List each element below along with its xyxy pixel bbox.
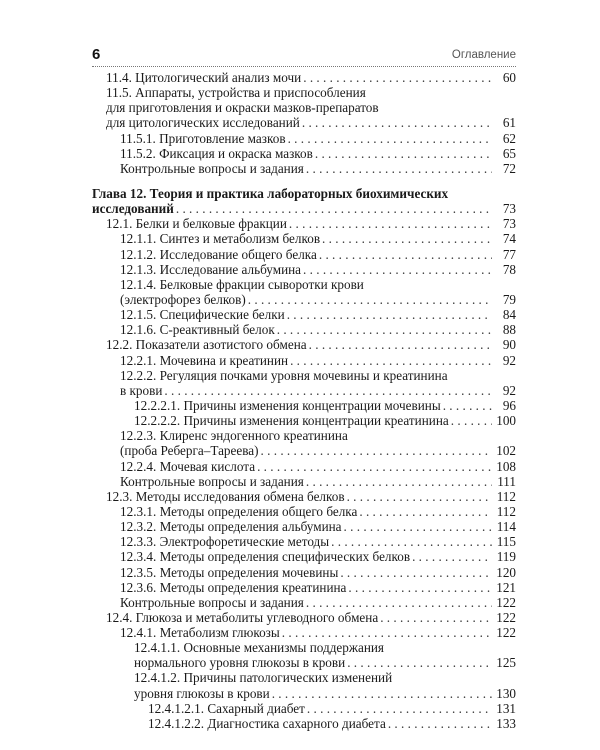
- dot-leader: [443, 398, 492, 413]
- toc-page-number: 121: [496, 579, 516, 595]
- toc-entry[interactable]: [92, 186, 516, 216]
- toc-entry[interactable]: [92, 131, 516, 146]
- dot-leader: [348, 580, 492, 595]
- toc-entry[interactable]: [92, 625, 516, 640]
- dot-leader: [347, 489, 492, 504]
- toc-entry[interactable]: [92, 428, 516, 458]
- toc-entry-title: 12.4.1. Метаболизм глюкозы: [120, 625, 280, 641]
- toc-entry[interactable]: [92, 247, 516, 262]
- toc-page-number: 119: [496, 549, 516, 565]
- toc-entry-title: 12.4.1.2.1. Сахарный диабет: [148, 700, 305, 716]
- dot-leader: [289, 216, 492, 231]
- toc-entry[interactable]: [92, 398, 516, 413]
- toc-page-number: 73: [502, 216, 516, 232]
- toc-page-number: 122: [496, 594, 516, 610]
- toc-page-number: 112: [496, 503, 516, 519]
- toc-page-number: 88: [502, 322, 516, 338]
- toc-entry[interactable]: [92, 85, 516, 130]
- dot-leader: [306, 474, 492, 489]
- toc-entry-title: 11.4. Цитологический анализ мочи: [106, 70, 302, 85]
- toc-entry-title: 11.5.1. Приготовление мазков: [120, 130, 286, 146]
- toc-entry-title: в крови: [120, 382, 163, 398]
- toc-entry[interactable]: [92, 277, 516, 307]
- header-rule: [92, 66, 516, 67]
- toc-entry[interactable]: [92, 534, 516, 549]
- toc-entry-title: исследований: [92, 201, 174, 217]
- toc-page-number: 79: [502, 291, 516, 307]
- page-number: 6: [92, 46, 101, 63]
- table-of-contents: [92, 70, 516, 731]
- toc-entry[interactable]: [92, 307, 516, 322]
- toc-page-number: 84: [502, 307, 516, 323]
- toc-page-number: 78: [502, 261, 516, 277]
- toc-entry[interactable]: [92, 610, 516, 625]
- toc-page-number: 114: [496, 519, 516, 535]
- toc-entry[interactable]: [92, 353, 516, 368]
- toc-page-number: 61: [502, 115, 516, 131]
- toc-page-number: 100: [496, 413, 516, 429]
- toc-entry-title: нормального уровня глюкозы в крови: [134, 655, 346, 671]
- dot-leader: [303, 262, 492, 277]
- dot-leader: [359, 504, 492, 519]
- toc-page-number: 111: [497, 473, 516, 489]
- toc-entry[interactable]: [92, 580, 516, 595]
- toc-entry-title: 12.1.2. Исследование общего белка: [120, 246, 317, 262]
- toc-entry[interactable]: [92, 716, 516, 731]
- toc-entry[interactable]: [92, 701, 516, 716]
- toc-entry[interactable]: [92, 670, 516, 700]
- toc-entry-title: 12.3.4. Методы определения специфических белков: [120, 549, 411, 565]
- dot-leader: [380, 610, 492, 625]
- toc-entry[interactable]: [92, 337, 516, 352]
- toc-page-number: 60: [502, 70, 516, 85]
- toc-page-number: 72: [502, 160, 516, 176]
- toc-page-number: 77: [502, 246, 516, 262]
- dot-leader: [288, 131, 492, 146]
- toc-page-number: 108: [496, 458, 516, 474]
- toc-entry-title: для цитологических исследований: [106, 115, 300, 131]
- page-header: [92, 46, 516, 66]
- toc-entry-title: 11.5.2. Фиксация и окраска мазков: [120, 145, 313, 161]
- toc-entry-title: 12.1.4. Белковые фракции сыворотки крови: [120, 276, 364, 292]
- toc-page-number: 115: [496, 534, 516, 550]
- toc-entry[interactable]: [92, 70, 516, 85]
- toc-entry[interactable]: [92, 519, 516, 534]
- toc-entry[interactable]: [92, 504, 516, 519]
- dot-leader: [331, 534, 492, 549]
- dot-leader: [388, 716, 492, 731]
- dot-leader: [303, 70, 492, 85]
- dot-leader: [319, 247, 492, 262]
- toc-entry[interactable]: [92, 368, 516, 398]
- dot-leader: [451, 413, 492, 428]
- dot-leader: [322, 231, 492, 246]
- toc-page-number: 125: [496, 655, 516, 671]
- running-head: Оглавление: [451, 49, 516, 61]
- toc-entry-title: 12.1.6. С-реактивный белок: [120, 322, 275, 338]
- toc-entry-title: 12.1.5. Специфические белки: [120, 307, 285, 323]
- toc-entry-title: 12.3.3. Электрофоретические методы: [120, 534, 330, 550]
- dot-leader: [257, 459, 492, 474]
- toc-entry[interactable]: [92, 413, 516, 428]
- toc-entry-title: 12.2.1. Мочевина и креатинин: [120, 352, 289, 368]
- toc-page-number: 74: [502, 231, 516, 247]
- toc-entry[interactable]: [92, 595, 516, 610]
- toc-page-number: 92: [502, 382, 516, 398]
- toc-entry-title: Глава 12. Теория и практика лабораторных биохимических: [92, 185, 449, 201]
- toc-entry-title: 12.2. Показатели азотистого обмена: [106, 337, 307, 353]
- toc-entry-title: 12.2.2.2. Причины изменения концентрации креатинина: [134, 413, 449, 429]
- toc-entry-title: 12.3. Методы исследования обмена белков: [106, 488, 345, 504]
- toc-entry-title: 12.1.1. Синтез и метаболизм белков: [120, 231, 321, 247]
- toc-page-number: 112: [496, 488, 516, 504]
- dot-leader: [302, 115, 492, 130]
- toc-page-number: 65: [502, 145, 516, 161]
- toc-entry-title: 12.4. Глюкоза и метаболиты углеводного обмена: [106, 609, 379, 625]
- dot-leader: [176, 201, 492, 216]
- dot-leader: [277, 322, 492, 337]
- toc-entry-title: 12.1. Белки и белковые фракции: [106, 216, 287, 232]
- toc-entry-title: 12.2.2. Регуляция почками уровня мочевины и креатинина: [120, 367, 448, 383]
- toc-page-number: 122: [496, 609, 516, 625]
- toc-page-number: 130: [496, 685, 516, 701]
- toc-entry-title: 12.4.1.2.2. Диагностика сахарного диабета: [148, 715, 386, 731]
- toc-entry-title: 12.3.1. Методы определения общего белка: [120, 503, 358, 519]
- toc-page-number: 131: [496, 700, 516, 716]
- toc-entry-title: для приготовления и окраски мазков-препаратов: [106, 100, 379, 116]
- dot-leader: [261, 443, 492, 458]
- dot-leader: [290, 353, 492, 368]
- dot-leader: [272, 686, 492, 701]
- toc-entry-title: Контрольные вопросы и задания: [120, 594, 304, 610]
- toc-entry-title: 12.4.1.1. Основные механизмы поддержания: [134, 640, 384, 656]
- toc-entry[interactable]: [92, 322, 516, 337]
- toc-page-number: 90: [502, 337, 516, 353]
- dot-leader: [307, 701, 492, 716]
- toc-entry-title: 12.2.2.1. Причины изменения концентрации мочевины: [134, 397, 441, 413]
- dot-leader: [344, 519, 492, 534]
- toc-entry[interactable]: [92, 489, 516, 504]
- toc-entry[interactable]: [92, 216, 516, 231]
- toc-entry-title: Контрольные вопросы и задания: [120, 473, 304, 489]
- toc-page-number: 102: [496, 443, 516, 459]
- dot-leader: [315, 146, 492, 161]
- toc-entry[interactable]: [92, 565, 516, 580]
- toc-entry[interactable]: [92, 459, 516, 474]
- toc-entry[interactable]: [92, 474, 516, 489]
- dot-leader: [347, 655, 492, 670]
- toc-entry-title: 12.3.6. Методы определения креатинина: [120, 579, 347, 595]
- dot-leader: [248, 292, 492, 307]
- dot-leader: [282, 625, 492, 640]
- section-gap: [92, 176, 516, 186]
- toc-page-number: 62: [502, 130, 516, 146]
- toc-entry-title: 12.4.1.2. Причины патологических изменений: [134, 670, 393, 686]
- dot-leader: [412, 549, 492, 564]
- toc-page-number: 122: [496, 625, 516, 641]
- toc-page-number: 73: [502, 201, 516, 217]
- toc-page-number: 96: [502, 397, 516, 413]
- toc-entry-title: Контрольные вопросы и задания: [120, 160, 304, 176]
- toc-entry-title: (электрофорез белков): [120, 291, 246, 307]
- toc-entry[interactable]: [92, 231, 516, 246]
- toc-entry[interactable]: [92, 146, 516, 161]
- dot-leader: [309, 337, 492, 352]
- toc-entry-title: (проба Реберга–Тареева): [120, 443, 259, 459]
- toc-entry-title: 11.5. Аппараты, устройства и приспособления: [106, 85, 366, 101]
- toc-page-number: 92: [502, 352, 516, 368]
- toc-entry[interactable]: [92, 640, 516, 670]
- toc-entry-title: 12.2.3. Клиренс эндогенного креатинина: [120, 428, 348, 444]
- toc-entry[interactable]: [92, 549, 516, 564]
- toc-entry[interactable]: [92, 262, 516, 277]
- dot-leader: [164, 383, 492, 398]
- dot-leader: [306, 595, 492, 610]
- toc-entry-title: 12.3.2. Методы определения альбумина: [120, 519, 342, 535]
- toc-entry-title: 12.1.3. Исследование альбумина: [120, 261, 302, 277]
- dot-leader: [340, 565, 492, 580]
- toc-page-number: 120: [496, 564, 516, 580]
- dot-leader: [287, 307, 492, 322]
- toc-entry-title: 12.3.5. Методы определения мочевины: [120, 564, 339, 580]
- toc-entry[interactable]: [92, 161, 516, 176]
- dot-leader: [306, 161, 492, 176]
- toc-entry-title: уровня глюкозы в крови: [134, 685, 270, 701]
- toc-page-number: 133: [496, 715, 516, 731]
- toc-entry-title: 12.2.4. Мочевая кислота: [120, 458, 256, 474]
